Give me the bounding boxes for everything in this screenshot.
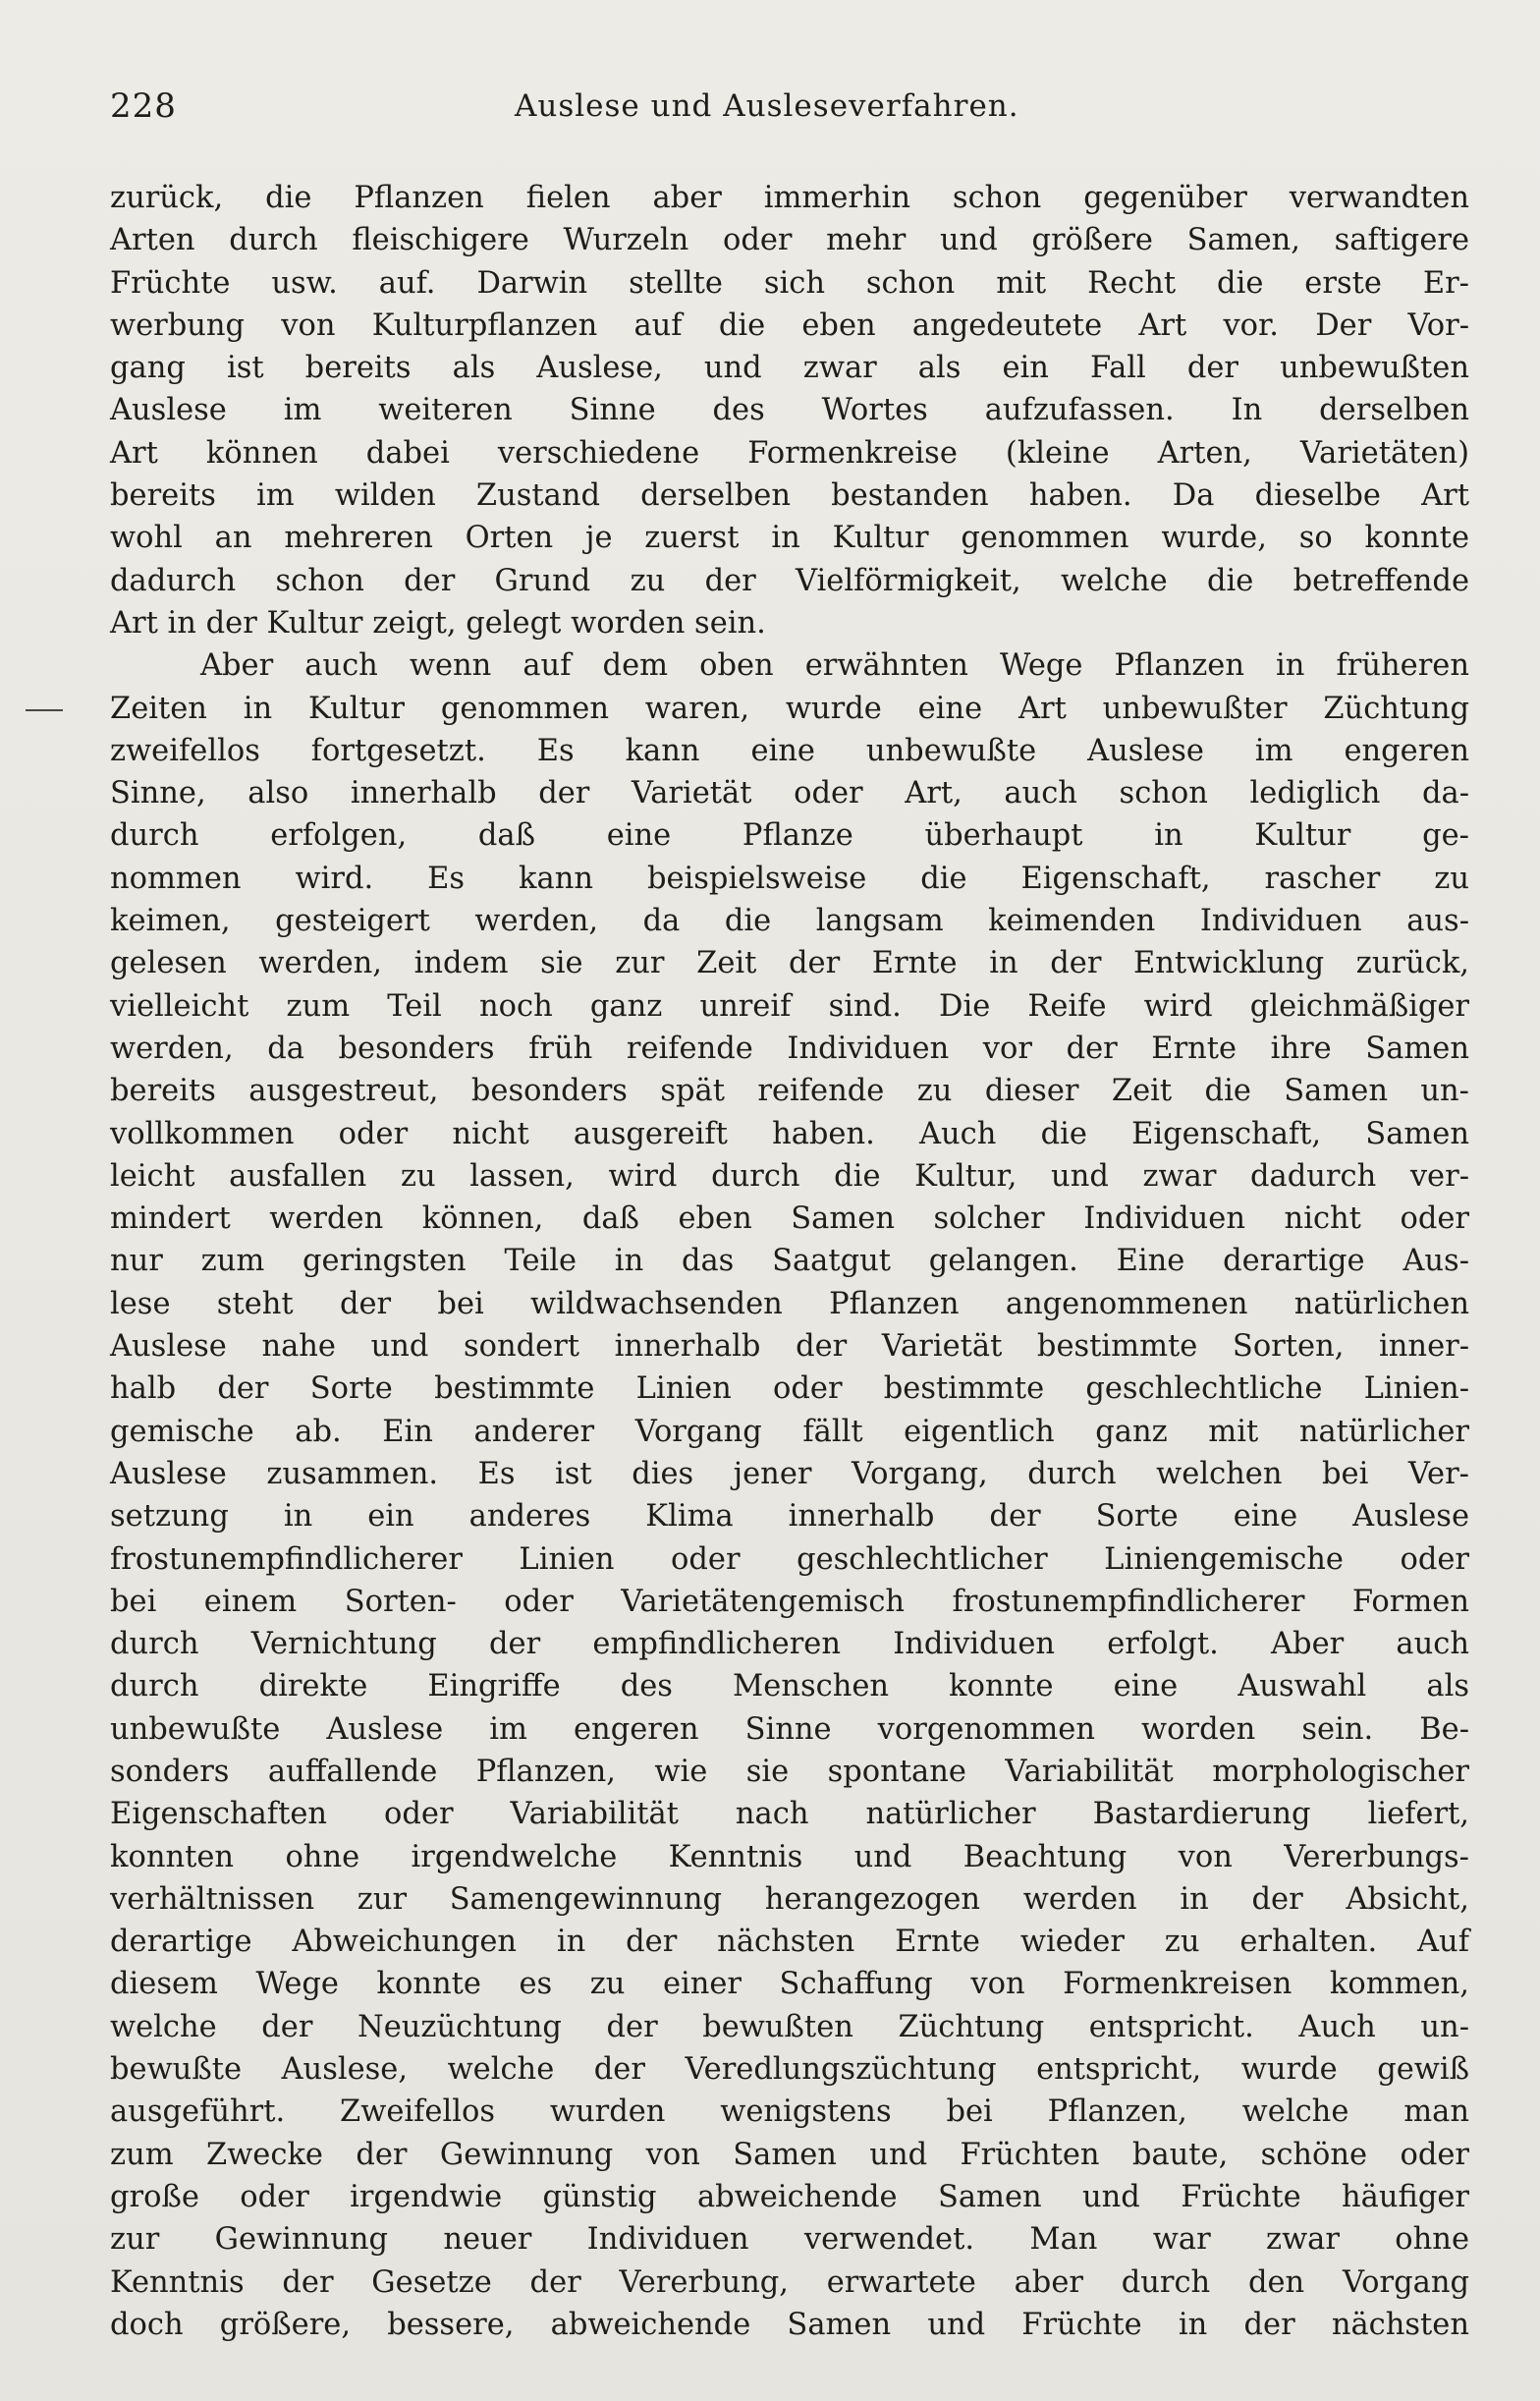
text-line-paragraph-start: Aber auch wenn auf dem oben erwähnten Wege Pflanzen in früheren [200,648,1469,684]
text-line: welche der Neuzüchtung der bewußten Züchtung entspricht. Auch un- [110,2009,1469,2044]
text-line: ausgeführt. Zweifellos wurden wenigstens bei Pflanzen, welche man [110,2094,1469,2130]
text-line: durch direkte Eingriffe des Menschen konnte eine Auswahl als [110,1669,1469,1704]
text-line: bereits im wilden Zustand derselben bestanden haben. Da dieselbe Art [110,478,1469,514]
text-line: werbung von Kulturpflanzen auf die eben angedeutete Art vor. Der Vor- [110,307,1469,343]
text-line: zur Gewinnung neuer Individuen verwendet. Man war zwar ohne [110,2222,1469,2258]
text-line: werden, da besonders früh reifende Individuen vor der Ernte ihre Samen [110,1031,1469,1066]
text-line: gang ist bereits als Auslese, und zwar als ein Fall der unbewußten [110,351,1469,386]
text-line: Auslese zusammen. Es ist dies jener Vorgang, durch welchen bei Ver- [110,1456,1469,1491]
text-line: bewußte Auslese, welche der Veredlungszüchtung entspricht, wurde gewiß [110,2052,1469,2088]
text-line: unbewußte Auslese im engeren Sinne vorgenommen worden sein. Be- [110,1711,1469,1747]
text-line: Zeiten in Kultur genommen waren, wurde eine Art unbewußter Züchtung [110,691,1469,726]
text-line: durch erfolgen, daß eine Pflanze überhaupt in Kultur ge- [110,818,1469,854]
page-header [110,86,1454,136]
text-line: vielleicht zum Teil noch ganz unreif sind. Die Reife wird gleichmäßiger [110,988,1469,1024]
text-line: Arten durch fleischigere Wurzeln oder mehr und größere Samen, saftigere [110,223,1469,258]
text-line: Auslese im weiteren Sinne des Wortes aufzufassen. In derselben [110,393,1469,428]
text-line: wohl an mehreren Orten je zuerst in Kultur genommen wurde, so konnte [110,521,1469,556]
running-title: Auslese und Ausleseverfahren. [515,88,1019,124]
text-line: gelesen werden, indem sie zur Zeit der Ernte in der Entwicklung zurück, [110,946,1469,981]
text-line: Sinne, also innerhalb der Varietät oder Art, auch schon lediglich da- [110,776,1469,811]
text-line: sonders auffallende Pflanzen, wie sie spontane Variabilität morphologischer [110,1754,1469,1789]
text-line: bei einem Sorten- oder Varietätengemisch frostunempfindlicherer Formen [110,1584,1469,1619]
text-line: dadurch schon der Grund zu der Vielförmigkeit, welche die betreffende [110,563,1469,598]
text-line: Eigenschaften oder Variabilität nach natürlicher Bastardierung liefert, [110,1797,1469,1832]
text-line: zurück, die Pflanzen fielen aber immerhin schon gegenüber verwandten [110,181,1469,215]
text-line: durch Vernichtung der empfindlicheren Individuen erfolgt. Aber auch [110,1627,1469,1662]
text-line: große oder irgendwie günstig abweichende Samen und Früchte häufiger [110,2179,1469,2214]
text-line: vollkommen oder nicht ausgereift haben. Auch die Eigenschaft, Samen [110,1116,1469,1151]
text-line: gemische ab. Ein anderer Vorgang fällt eigentlich ganz mit natürlicher [110,1414,1469,1449]
text-line-paragraph-end: Art in der Kultur zeigt, gelegt worden sein. [110,605,766,641]
text-line: setzung in ein anderes Klima innerhalb der Sorte eine Auslese [110,1499,1469,1535]
text-line: derartige Abweichungen in der nächsten Ernte wieder zu erhalten. Auf [110,1925,1469,1960]
text-line: doch größere, bessere, abweichende Samen und Früchte in der nächsten [110,2307,1469,2342]
text-line: diesem Wege konnte es zu einer Schaffung von Formenkreisen kommen, [110,1967,1469,2002]
text-line: Früchte usw. auf. Darwin stellte sich schon mit Recht die erste Er- [110,265,1469,301]
page-number: 228 [110,86,177,126]
text-line: Auslese nahe und sondert innerhalb der Varietät bestimmte Sorten, inner- [110,1329,1469,1365]
text-line: zweifellos fortgesetzt. Es kann eine unbewußte Auslese im engeren [110,733,1469,768]
body-text [110,177,1469,2346]
text-line: verhältnissen zur Samengewinnung herangezogen werden in der Absicht, [110,1881,1469,1917]
text-line: lese steht der bei wildwachsenden Pflanzen angenommenen natürlichen [110,1286,1469,1321]
text-line: bereits ausgestreut, besonders spät reifende zu dieser Zeit die Samen un- [110,1074,1469,1109]
text-line: Art können dabei verschiedene Formenkreise (kleine Arten, Varietäten) [110,435,1469,471]
text-line: nommen wird. Es kann beispielsweise die Eigenschaft, rascher zu [110,861,1469,896]
text-line: frostunempfindlicherer Linien oder geschlechtlicher Liniengemische oder [110,1541,1469,1577]
text-line: nur zum geringsten Teile in das Saatgut gelangen. Eine derartige Aus- [110,1244,1469,1279]
text-line: konnten ohne irgendwelche Kenntnis und Beachtung von Vererbungs- [110,1839,1469,1874]
text-line: mindert werden können, daß eben Samen solcher Individuen nicht oder [110,1201,1469,1237]
text-line: halb der Sorte bestimmte Linien oder bestimmte geschlechtliche Linien- [110,1371,1469,1407]
margin-dash-mark [26,709,63,711]
text-line: keimen, gesteigert werden, da die langsam keimenden Individuen aus- [110,904,1469,939]
text-line: zum Zwecke der Gewinnung von Samen und Früchten baute, schöne oder [110,2137,1469,2172]
text-line: Kenntnis der Gesetze der Vererbung, erwartete aber durch den Vorgang [110,2264,1469,2300]
text-line: leicht ausfallen zu lassen, wird durch die Kultur, und zwar dadurch ver- [110,1158,1469,1194]
